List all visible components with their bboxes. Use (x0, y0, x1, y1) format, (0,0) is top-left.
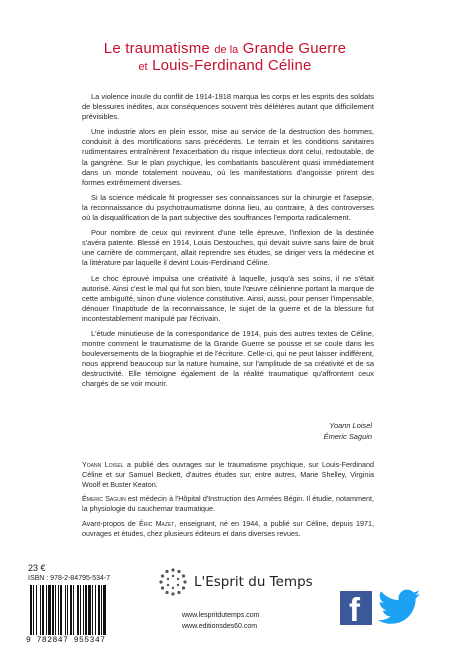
publisher-name: L'Esprit du Temps (194, 574, 313, 590)
title-part: Louis-Ferdinand Céline (152, 57, 312, 75)
bio-text: , enseignant, né en 1944, a publié sur Céline, depuis 1971, ouvrages et études, chez plusieurs éditeurs et dans diverses revues. (82, 518, 375, 538)
title-part: Le traumatisme (103, 40, 210, 57)
paragraph: La violence inouïe du conflit de 1914-1918 marqua les corps et les esprits des soldats de blessures inédites, aux conséquences souvent très délétères autant que difficilement prévisibles. (82, 92, 374, 122)
paragraph: L'étude minutieuse de la correspondance de 1914, puis des autres textes de Céline, montre comment le traumatisme de la Grande Guerre se pousse et se coule dans les bouleversements de la biographie et de l'écriture. Celle-ci, qui ne peut laisser indifférent, nous apprend beaucoup sur la nature humaine, sur l'amplitude de sa créativité et de sa destructivité. Elle témoigne également de la réalité traumatique qu'affrontent ceux chargés de se voir mourir. (82, 328, 374, 389)
price: 23 € (28, 563, 46, 573)
bio-text: a publié des ouvrages sur le traumatisme psychique, sur Louis-Ferdinand Céline et sur Samuel Beckett, d'autres études sur, entre autres, Marie Shelley, Virginia Woolf et Buster Keaton. (82, 460, 374, 489)
title-part: Grande Guerre (242, 40, 347, 57)
bio-text: est médecin à l'Hôpital d'Instruction des Armées Bégin. Il étudie, notamment, la physiologie du cauchemar traumatique. (82, 494, 374, 514)
twitter-icon[interactable] (378, 588, 420, 626)
bio-saguin (82, 494, 374, 514)
bio-name: Éric Mazet (138, 518, 175, 528)
bio-name: Émeric Saguin (82, 494, 126, 504)
author-name: Émeric Saguin (323, 431, 372, 441)
bio-mazet (82, 519, 374, 539)
isbn: ISBN : 978-2-84795-534-7 (28, 575, 111, 582)
title-part: de la (214, 44, 239, 56)
publisher-urls (182, 610, 259, 632)
bio-loisel (82, 460, 374, 489)
publisher-logo-icon (158, 567, 188, 597)
website-link[interactable]: www.editionsdes60.com (182, 623, 258, 630)
paragraph: Une industrie alors en plein essor, mise au service de la destruction des hommes, conduisit à des mortifications sans précédents. Le terrain et les conditions sanitaires rudimentaires entraînèrent l'exacerbation du risque infectieux dont celui, redoutable, de la gangrène. Sur le plan psychique, les combattants basculèrent quasi immédiatement dans un monde totalement nouveau, où les manifestations d'angoisse prirent des formes extrêmement diverses. (82, 127, 374, 187)
author-name: Yoann Loisel (329, 421, 372, 430)
website-link[interactable]: www.lespritdutemps.com (182, 612, 260, 619)
barcode-icon (28, 585, 136, 635)
paragraph: Le choc éprouvé impulsa une créativité à laquelle, jusqu'à ses soins, il ne s'était autorisé. Ainsi c'est le mal qui fut son bien, toute l'œuvre célinienne portant la marque de cette ambiguïté, sinon d'une violence constitutive. Ainsi, aussi, pour penser l'impensable, dénouer l'inaptitude de la reconnaissance, le sujet de la guerre et de la blessure fut incontestablement manipulé par l'écrivain. (82, 273, 374, 323)
author-signatures (324, 421, 372, 442)
bio-name: Yoann Loisel (82, 460, 124, 469)
blurb-text (82, 92, 374, 395)
publisher-logo (158, 567, 313, 597)
paragraph: Si la science médicale fit progresser ses connaissances sur la chirurgie et l'asepsie, la reconnaissance du psychotraumatisme donna lieu, au contraire, à des controverses où la disqualification de la part subjective des souffrances l'emporta radicalement. (82, 192, 374, 223)
author-bios (82, 460, 374, 544)
barcode-number: 9 782847 955347 (26, 636, 106, 645)
facebook-icon[interactable]: f (340, 591, 372, 625)
bio-text: Avant-propos de (82, 518, 139, 528)
book-title (0, 40, 450, 75)
paragraph: Pour nombre de ceux qui revinrent d'une telle épreuve, l'inflexion de la destinée s'avéra patente. Blessé en 1914, Louis Destouches, qui devait suivre sans faire de bruit une carrière de commerçant, allait reprendre ses études, se diriger vers la médecine et la littérature par laquelle il devint Louis-Ferdinand Céline. (82, 228, 374, 268)
title-part: et (138, 61, 148, 74)
